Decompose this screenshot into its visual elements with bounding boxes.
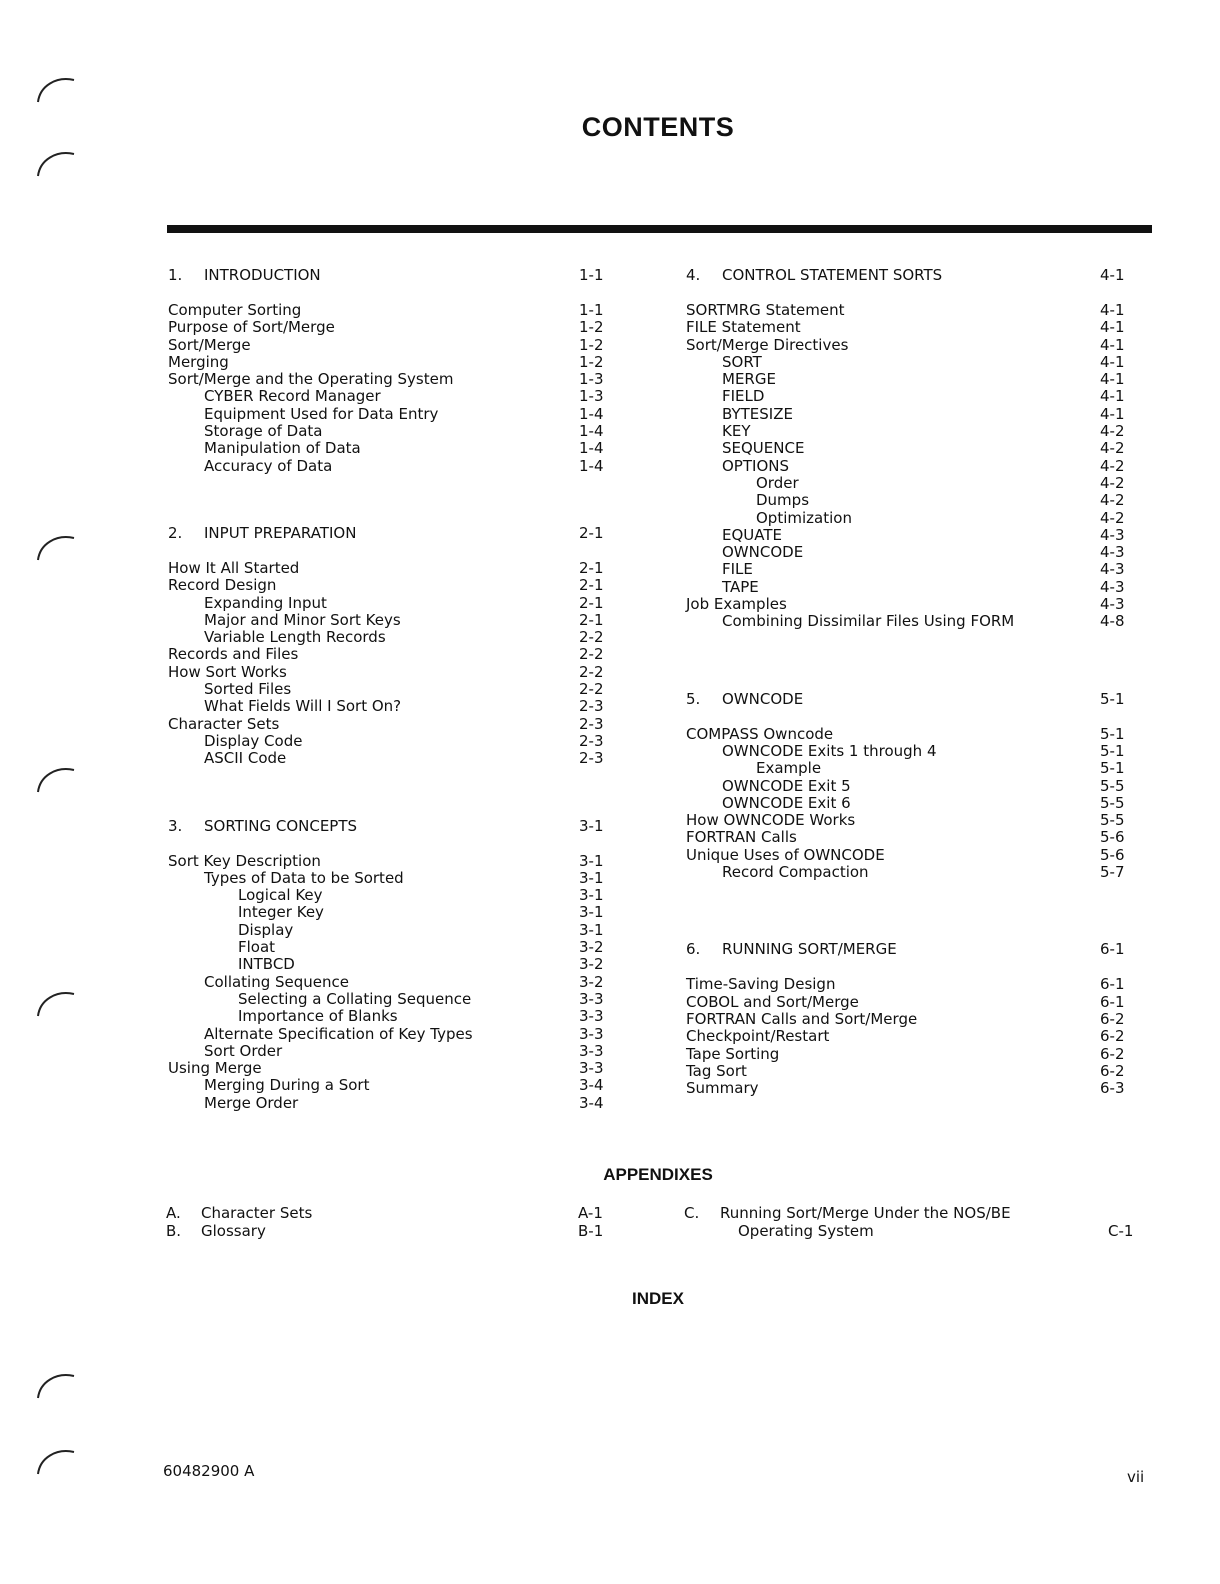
entry-title: ASCII Code <box>204 749 287 768</box>
toc-entry-row[interactable] <box>168 750 638 767</box>
entry-page: 4-2 <box>1100 491 1125 510</box>
entry-title: Job Examples <box>686 595 787 614</box>
chapter-number: 3. <box>168 816 183 835</box>
toc-entry-row[interactable] <box>168 612 638 629</box>
toc-right-column <box>686 265 1156 1097</box>
toc-entry-row[interactable] <box>686 726 1156 743</box>
entry-page: 5-5 <box>1100 776 1125 795</box>
entry-title: FILE <box>722 560 753 579</box>
entry-page: 3-1 <box>579 851 604 870</box>
entry-page: 4-1 <box>1100 318 1125 337</box>
entry-page: 2-1 <box>579 610 604 629</box>
chapter-title: OWNCODE <box>722 689 804 708</box>
entry-title: SEQUENCE <box>722 439 805 458</box>
entry-page: 2-1 <box>579 593 604 612</box>
appendix-letter: A. <box>166 1204 181 1222</box>
entry-page: 4-1 <box>1100 387 1125 406</box>
toc-entry-row[interactable] <box>686 812 1156 829</box>
entry-title: Time-Saving Design <box>686 975 836 994</box>
toc-entry-row[interactable] <box>686 561 1156 578</box>
spacer <box>686 285 1156 302</box>
appendix-page: C-1 <box>1108 1222 1134 1240</box>
entry-page: 4-3 <box>1100 595 1125 614</box>
binder-hole-icon <box>34 1444 78 1488</box>
entry-title: FIELD <box>722 387 765 406</box>
appendix-page: B-1 <box>578 1222 604 1240</box>
toc-entry-row[interactable] <box>168 458 638 475</box>
entry-page: 3-1 <box>579 903 604 922</box>
entry-page: 4-3 <box>1100 560 1125 579</box>
toc-entry-row[interactable] <box>168 1008 638 1025</box>
entry-title: FORTRAN Calls <box>686 828 797 847</box>
entry-page: 5-1 <box>1100 759 1125 778</box>
entry-title: KEY <box>722 422 751 441</box>
toc-chapter-row[interactable] <box>168 816 638 836</box>
entry-page: 4-2 <box>1100 473 1125 492</box>
entry-page: 1-3 <box>579 387 604 406</box>
entry-title: COMPASS Owncode <box>686 724 834 743</box>
toc-entry-row[interactable] <box>168 388 638 405</box>
spacer <box>686 709 1156 726</box>
entry-title: Summary <box>686 1079 759 1098</box>
entry-page: 5-7 <box>1100 863 1125 882</box>
entry-page: 3-3 <box>579 1059 604 1078</box>
toc-entry-row[interactable] <box>686 864 1156 881</box>
spacer <box>686 959 1156 976</box>
binder-hole-icon <box>34 986 78 1030</box>
toc-entry-row[interactable] <box>686 302 1156 319</box>
entry-title: Optimization <box>756 508 852 527</box>
toc-entry-row[interactable] <box>686 795 1156 812</box>
entry-page: 4-2 <box>1100 508 1125 527</box>
entry-title: Display <box>238 920 294 939</box>
entry-title: SORT <box>722 352 762 371</box>
toc-entry-row[interactable] <box>168 1095 638 1112</box>
entry-page: 4-1 <box>1100 301 1125 319</box>
toc-entry-row[interactable] <box>168 1043 638 1060</box>
entry-title: Example <box>756 759 822 778</box>
chapter-title: INPUT PREPARATION <box>204 523 357 542</box>
toc-entry-row[interactable] <box>686 510 1156 527</box>
entry-page: 2-1 <box>579 523 604 542</box>
toc-entry-row[interactable] <box>686 778 1156 795</box>
entry-page: 3-1 <box>579 816 604 835</box>
spacer <box>168 543 638 560</box>
entry-title: Sorted Files <box>204 680 292 699</box>
entry-title: OWNCODE Exit 5 <box>722 776 851 795</box>
toc-entry-row[interactable] <box>168 733 638 750</box>
entry-page: 4-1 <box>1100 335 1125 354</box>
entry-page: 3-2 <box>579 938 604 957</box>
entry-page: 6-1 <box>1100 975 1125 994</box>
entry-page: 2-2 <box>579 662 604 681</box>
toc-entry-row[interactable] <box>168 629 638 646</box>
toc-entry-row[interactable] <box>686 492 1156 509</box>
entry-title: BYTESIZE <box>722 404 793 423</box>
entry-title: FILE Statement <box>686 318 801 337</box>
chapter-number: 1. <box>168 266 183 284</box>
toc-chapter-row[interactable] <box>686 939 1156 959</box>
entry-page: 5-6 <box>1100 845 1125 864</box>
toc-entry-row[interactable] <box>168 337 638 354</box>
toc-entry-row[interactable] <box>168 698 638 715</box>
toc-entry-row[interactable] <box>168 939 638 956</box>
toc-entry-row[interactable] <box>168 991 638 1008</box>
entry-page: 6-2 <box>1100 1009 1125 1028</box>
entry-title: FORTRAN Calls and Sort/Merge <box>686 1009 918 1028</box>
entry-title: Tape Sorting <box>686 1044 780 1063</box>
entry-title: Records and Files <box>168 645 299 664</box>
entry-title: Major and Minor Sort Keys <box>204 610 401 629</box>
toc-entry-row[interactable] <box>168 319 638 336</box>
entry-page: 1-1 <box>579 301 604 319</box>
entry-title: Storage of Data <box>204 422 323 441</box>
entry-title: Merging During a Sort <box>204 1076 370 1095</box>
toc-entry-row[interactable] <box>686 994 1156 1011</box>
entry-page: 3-1 <box>579 920 604 939</box>
binder-hole-icon <box>34 762 78 806</box>
entry-title: CYBER Record Manager <box>204 387 381 406</box>
entry-page: 1-2 <box>579 318 604 337</box>
binder-hole-icon <box>34 1368 78 1412</box>
entry-title: How Sort Works <box>168 662 287 681</box>
binder-hole-icon <box>34 72 78 116</box>
toc-entry-row[interactable] <box>168 1077 638 1094</box>
toc-entry-row[interactable] <box>686 1028 1156 1045</box>
entry-page: 3-2 <box>579 955 604 974</box>
spacer <box>168 768 638 816</box>
toc-entry-row[interactable] <box>168 1060 638 1077</box>
entry-title: COBOL and Sort/Merge <box>686 992 859 1011</box>
toc-chapter-row[interactable] <box>168 265 638 285</box>
toc-entry-row[interactable] <box>168 664 638 681</box>
toc-entry-row[interactable] <box>686 743 1156 760</box>
toc-entry-row[interactable] <box>168 577 638 594</box>
entry-page: 2-1 <box>579 576 604 595</box>
entry-title: Merging <box>168 352 229 371</box>
toc-entry-row[interactable] <box>686 596 1156 613</box>
appendix-title[interactable]: Running Sort/Merge Under the NOS/BE <box>720 1204 1011 1222</box>
entry-title: How It All Started <box>168 558 300 577</box>
entry-page: 6-2 <box>1100 1027 1125 1046</box>
entry-title: How OWNCODE Works <box>686 811 856 830</box>
entry-page: 4-8 <box>1100 612 1125 631</box>
toc-entry-row[interactable] <box>686 976 1156 993</box>
entry-page: 5-1 <box>1100 689 1125 708</box>
entry-title: Record Compaction <box>722 863 869 882</box>
page-title: CONTENTS <box>581 112 735 142</box>
toc-entry-row[interactable] <box>168 681 638 698</box>
entry-page: 3-2 <box>579 972 604 991</box>
spacer <box>168 285 638 302</box>
entry-title: Logical Key <box>238 886 323 905</box>
entry-title: OWNCODE Exit 6 <box>722 793 851 812</box>
entry-page: 3-3 <box>579 1041 604 1060</box>
toc-entry-row[interactable] <box>686 527 1156 544</box>
spacer <box>686 881 1156 939</box>
entry-title: Unique Uses of OWNCODE <box>686 845 885 864</box>
toc-entry-row[interactable] <box>686 354 1156 371</box>
toc-entry-row[interactable] <box>168 302 638 319</box>
toc-entry-row[interactable] <box>686 337 1156 354</box>
toc-entry-row[interactable] <box>168 1026 638 1043</box>
toc-entry-row[interactable] <box>686 613 1156 630</box>
toc-entry-row[interactable] <box>168 853 638 870</box>
entry-title: Merge Order <box>204 1093 299 1112</box>
toc-entry-row[interactable] <box>168 870 638 887</box>
appendix-page: A-1 <box>578 1204 603 1222</box>
entry-title: Types of Data to be Sorted <box>204 868 404 887</box>
title-rule <box>167 225 1152 233</box>
entry-page: 1-4 <box>579 439 604 458</box>
toc-left-column <box>168 265 638 1112</box>
binder-hole-icon <box>34 530 78 574</box>
toc-entry-row[interactable] <box>168 716 638 733</box>
toc-entry-row[interactable] <box>686 458 1156 475</box>
chapter-title: INTRODUCTION <box>204 266 321 284</box>
entry-page: 4-3 <box>1100 543 1125 562</box>
toc-entry-row[interactable] <box>168 595 638 612</box>
entry-title: Integer Key <box>238 903 324 922</box>
toc-entry-row[interactable] <box>686 371 1156 388</box>
entry-title: Computer Sorting <box>168 301 302 319</box>
entry-page: 5-1 <box>1100 741 1125 760</box>
entry-page: 1-4 <box>579 422 604 441</box>
entry-page: 2-3 <box>579 697 604 716</box>
entry-title: Manipulation of Data <box>204 439 361 458</box>
entry-page: 3-1 <box>579 868 604 887</box>
entry-title: Checkpoint/Restart <box>686 1027 830 1046</box>
spacer <box>168 475 638 523</box>
entry-page: 4-2 <box>1100 439 1125 458</box>
entry-title: Collating Sequence <box>204 972 350 991</box>
entry-page: 5-6 <box>1100 828 1125 847</box>
entry-page: 1-2 <box>579 335 604 354</box>
entry-title: Sort Key Description <box>168 851 321 870</box>
page-number: vii <box>1127 1468 1145 1486</box>
chapter-number: 2. <box>168 523 183 542</box>
entry-title: Equipment Used for Data Entry <box>204 404 439 423</box>
entry-page: 1-1 <box>579 266 604 284</box>
entry-title: Dumps <box>756 491 810 510</box>
entry-page: 3-4 <box>579 1076 604 1095</box>
toc-entry-row[interactable] <box>686 423 1156 440</box>
toc-entry-row[interactable] <box>686 829 1156 846</box>
entry-page: 4-2 <box>1100 422 1125 441</box>
entry-page: 1-4 <box>579 456 604 475</box>
toc-entry-row[interactable] <box>168 371 638 388</box>
toc-chapter-row[interactable] <box>686 265 1156 285</box>
toc-entry-row[interactable] <box>168 440 638 457</box>
entry-page: 2-3 <box>579 714 604 733</box>
entry-page: 2-1 <box>579 558 604 577</box>
entry-page: 4-1 <box>1100 404 1125 423</box>
entry-page: 1-3 <box>579 370 604 389</box>
chapter-title: SORTING CONCEPTS <box>204 816 358 835</box>
entry-page: 2-3 <box>579 749 604 768</box>
toc-entry-row[interactable] <box>686 1046 1156 1063</box>
entry-title: Sort Order <box>204 1041 283 1060</box>
entry-page: 3-4 <box>579 1093 604 1112</box>
entry-page: 5-5 <box>1100 811 1125 830</box>
entry-title: Importance of Blanks <box>238 1007 398 1026</box>
entry-page: 6-3 <box>1100 1079 1125 1098</box>
entry-title: SORTMRG Statement <box>686 301 845 319</box>
toc-entry-row[interactable] <box>168 887 638 904</box>
toc-entry-row[interactable] <box>686 1080 1156 1097</box>
toc-entry-row[interactable] <box>686 475 1156 492</box>
entry-page: 5-5 <box>1100 793 1125 812</box>
chapter-title: CONTROL STATEMENT SORTS <box>722 266 943 284</box>
toc-entry-row[interactable] <box>168 646 638 663</box>
document-number: 60482900 A <box>163 1462 255 1480</box>
entry-page: 6-1 <box>1100 940 1125 959</box>
entry-title: Using Merge <box>168 1059 262 1078</box>
entry-title: EQUATE <box>722 525 782 544</box>
entry-title: Display Code <box>204 731 303 750</box>
entry-title: Float <box>238 938 276 957</box>
entry-page: 3-3 <box>579 1024 604 1043</box>
entry-title: OPTIONS <box>722 456 789 475</box>
entry-title: INTBCD <box>238 955 295 974</box>
entry-page: 4-1 <box>1100 266 1125 284</box>
entry-page: 4-1 <box>1100 370 1125 389</box>
toc-entry-row[interactable] <box>168 974 638 991</box>
entry-title: Sort/Merge Directives <box>686 335 849 354</box>
toc-entry-row[interactable] <box>168 560 638 577</box>
entry-page: 3-1 <box>579 886 604 905</box>
entry-title: OWNCODE Exits 1 through 4 <box>722 741 937 760</box>
entry-title: Purpose of Sort/Merge <box>168 318 335 337</box>
spacer <box>686 631 1156 689</box>
chapter-title: RUNNING SORT/MERGE <box>722 940 897 959</box>
entry-page: 4-3 <box>1100 577 1125 596</box>
appendix-letter: B. <box>166 1222 182 1240</box>
appendixes-heading: APPENDIXES <box>603 1165 713 1184</box>
entry-page: 4-2 <box>1100 456 1125 475</box>
binder-hole-icon <box>34 146 78 190</box>
toc-entry-row[interactable] <box>686 388 1156 405</box>
entry-page: 1-4 <box>579 404 604 423</box>
entry-title: Combining Dissimilar Files Using FORM <box>722 612 1015 631</box>
toc-entry-row[interactable] <box>686 406 1156 423</box>
toc-entry-row[interactable] <box>168 922 638 939</box>
entry-page: 6-2 <box>1100 1061 1125 1080</box>
entry-title: Tag Sort <box>686 1061 747 1080</box>
entry-title: OWNCODE <box>722 543 804 562</box>
spacer <box>168 836 638 853</box>
entry-title: Sort/Merge and the Operating System <box>168 370 454 389</box>
chapter-number: 4. <box>686 266 701 284</box>
appendix-letter: C. <box>684 1204 700 1222</box>
entry-title: Variable Length Records <box>204 628 386 647</box>
entry-title: Expanding Input <box>204 593 327 612</box>
entry-page: 2-2 <box>579 628 604 647</box>
entry-page: 3-3 <box>579 1007 604 1026</box>
entry-page: 6-2 <box>1100 1044 1125 1063</box>
toc-entry-row[interactable] <box>168 904 638 921</box>
appendix-title[interactable]: Character Sets <box>201 1204 313 1222</box>
toc-entry-row[interactable] <box>686 1011 1156 1028</box>
entry-page: 2-2 <box>579 680 604 699</box>
toc-chapter-row[interactable] <box>168 523 638 543</box>
entry-title: Record Design <box>168 576 277 595</box>
entry-title: Sort/Merge <box>168 335 251 354</box>
entry-page: 4-1 <box>1100 352 1125 371</box>
toc-entry-row[interactable] <box>686 579 1156 596</box>
toc-entry-row[interactable] <box>686 1063 1156 1080</box>
entry-title: Accuracy of Data <box>204 456 333 475</box>
entry-page: 2-3 <box>579 731 604 750</box>
toc-entry-row[interactable] <box>168 423 638 440</box>
entry-page: 5-1 <box>1100 724 1125 743</box>
toc-entry-row[interactable] <box>686 319 1156 336</box>
entry-title: What Fields Will I Sort On? <box>204 697 402 716</box>
toc-entry-row[interactable] <box>686 847 1156 864</box>
toc-entry-row[interactable] <box>686 440 1156 457</box>
entry-title: Character Sets <box>168 714 280 733</box>
entry-title: TAPE <box>722 577 759 596</box>
toc-entry-row[interactable] <box>168 406 638 423</box>
appendix-title-line2[interactable]: Operating System <box>738 1222 874 1240</box>
entry-page: 2-2 <box>579 645 604 664</box>
toc-entry-row[interactable] <box>168 956 638 973</box>
entry-title: Order <box>756 473 799 492</box>
entry-page: 3-3 <box>579 989 604 1008</box>
entry-title: Selecting a Collating Sequence <box>238 989 472 1008</box>
toc-entry-row[interactable] <box>168 354 638 371</box>
appendix-title[interactable]: Glossary <box>201 1222 266 1240</box>
chapter-number: 5. <box>686 689 701 708</box>
entry-page: 1-2 <box>579 352 604 371</box>
entry-page: 6-1 <box>1100 992 1125 1011</box>
chapter-number: 6. <box>686 940 701 959</box>
entry-title: Alternate Specification of Key Types <box>204 1024 473 1043</box>
index-heading: INDEX <box>632 1289 684 1308</box>
entry-page: 4-3 <box>1100 525 1125 544</box>
toc-chapter-row[interactable] <box>686 689 1156 709</box>
toc-entry-row[interactable] <box>686 544 1156 561</box>
entry-title: MERGE <box>722 370 776 389</box>
toc-entry-row[interactable] <box>686 760 1156 777</box>
